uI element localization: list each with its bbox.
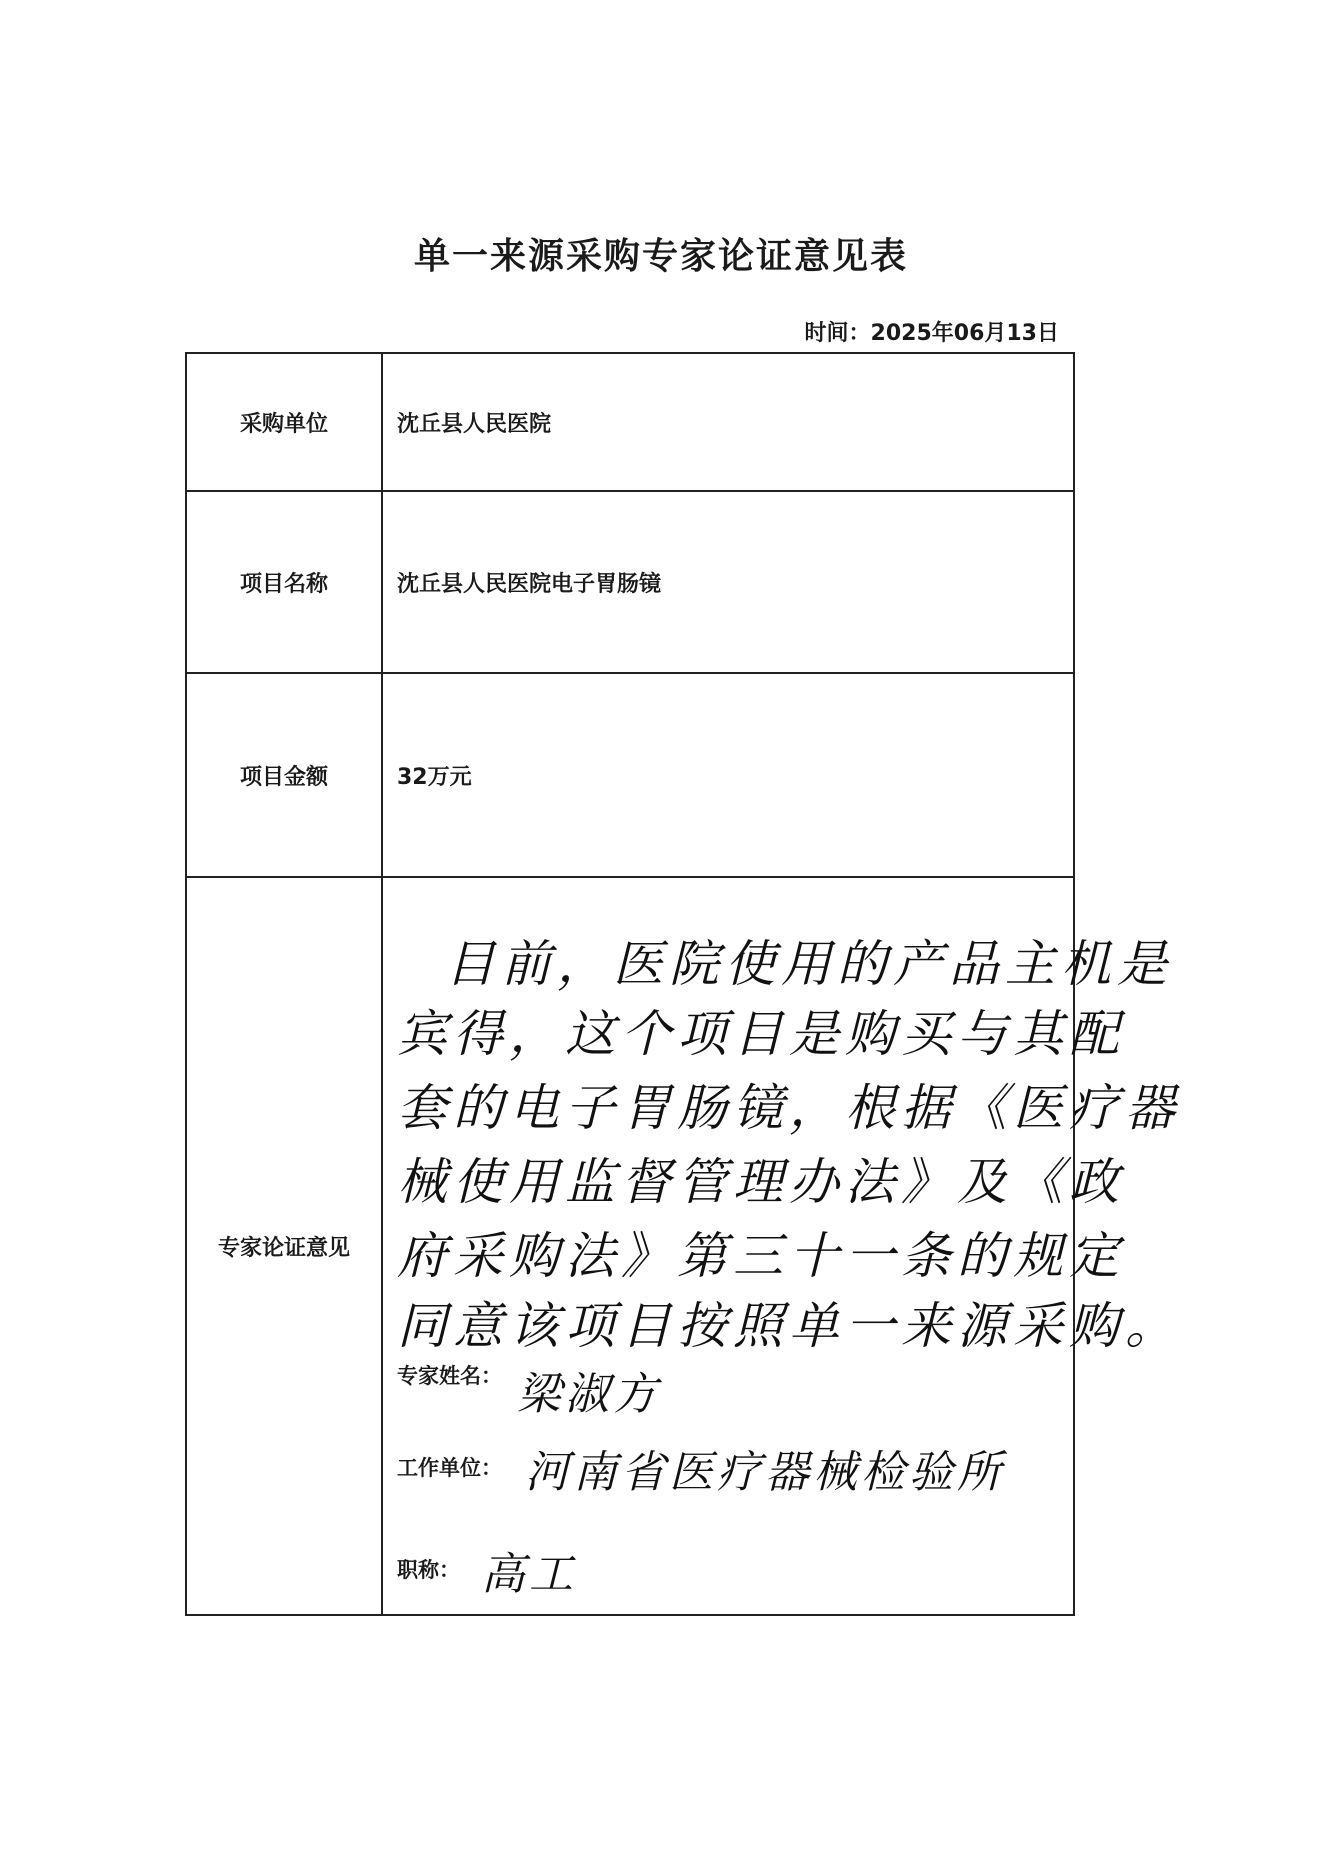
purchaser-row xyxy=(187,354,1073,492)
opinion-line-1: 目前，医院使用的产品主机是 xyxy=(445,935,1173,993)
opinion-line-3: 套的电子胃肠镜，根据《医疗器 xyxy=(397,1079,1181,1137)
job-title-value: 高工 xyxy=(481,1549,577,1600)
form-title: 单一来源采购专家论证意见表 xyxy=(413,236,908,277)
opinion-line-6: 同意该项目按照单一来源采购。 xyxy=(397,1297,1181,1355)
opinion-line-4: 械使用监督管理办法》及《政 xyxy=(397,1153,1125,1211)
amount-row xyxy=(187,674,1073,878)
job-title-label: 职称： xyxy=(397,1558,460,1582)
purchaser-label: 采购单位 xyxy=(187,354,383,490)
opinion-label: 专家论证意见 xyxy=(187,878,383,1614)
form-date: 时间：2025年06月13日 xyxy=(804,321,1059,346)
project-name-label: 项目名称 xyxy=(187,492,383,672)
project-name-row xyxy=(187,492,1073,674)
project-name-value: 沈丘县人民医院电子胃肠镜 xyxy=(397,571,662,597)
amount-label: 项目金额 xyxy=(187,674,383,876)
work-unit-label: 工作单位： xyxy=(397,1456,502,1480)
opinion-line-2: 宾得，这个项目是购买与其配 xyxy=(397,1005,1125,1063)
expert-name-label: 专家姓名： xyxy=(397,1364,502,1388)
work-unit-value: 河南省医疗器械检验所 xyxy=(525,1447,1005,1498)
purchaser-value: 沈丘县人民医院 xyxy=(397,411,552,437)
amount-value: 32万元 xyxy=(397,764,472,790)
opinion-line-5: 府采购法》第三十一条的规定 xyxy=(397,1227,1125,1285)
opinion-table xyxy=(185,352,1181,1616)
opinion-row xyxy=(187,878,1181,1614)
expert-name-signature: 梁淑方 xyxy=(517,1369,661,1420)
